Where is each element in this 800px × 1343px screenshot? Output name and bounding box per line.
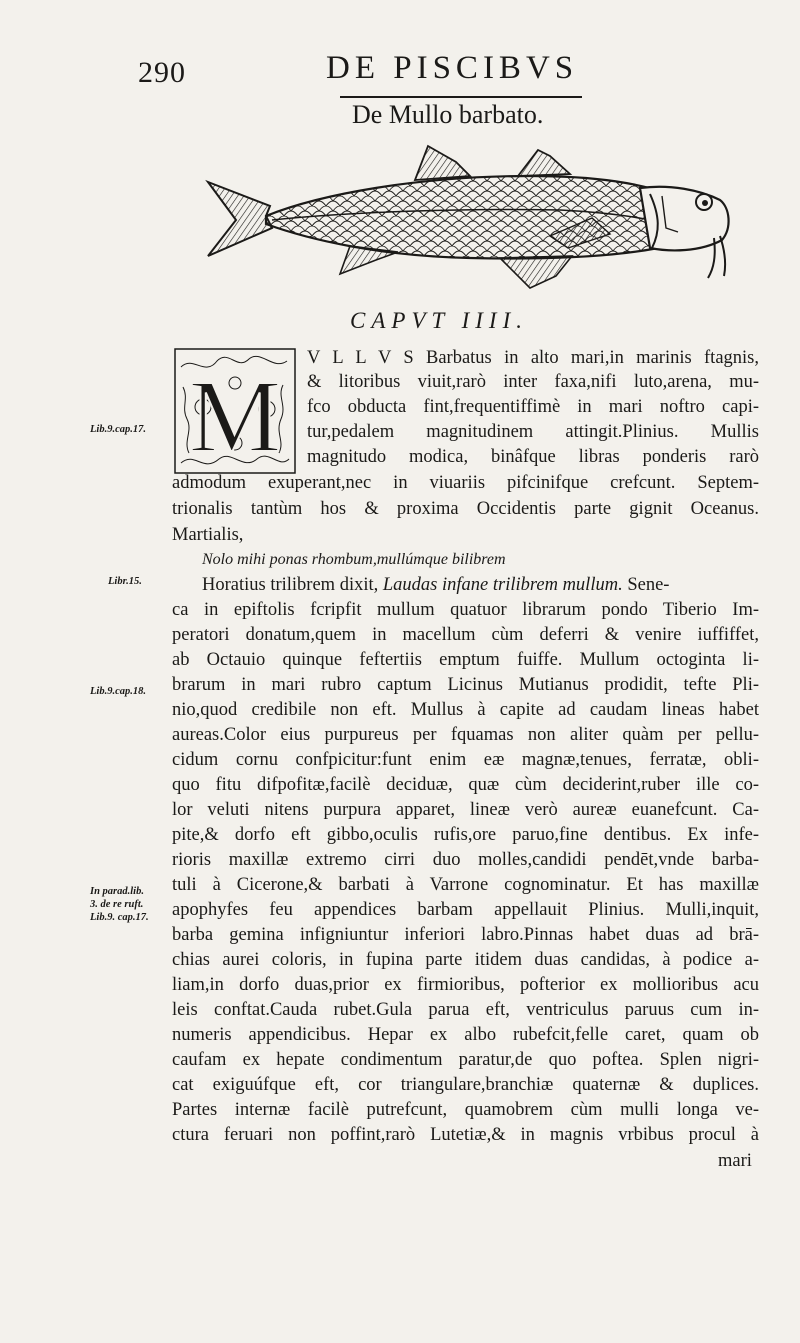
- body-line: Partes internæ facilè putrefcunt, quamobrem cùm mulli longa ve-: [172, 1100, 759, 1120]
- body-text: Sene-: [627, 575, 670, 595]
- body-line: Martialis,: [172, 525, 244, 545]
- body-line: ca in epiftolis fcripfit mullum quatuor librarum pondo Tiberio Im-: [172, 600, 759, 620]
- body-line: ab Octauio quinque feftertiis emptum fuiffe. Mullum octoginta li-: [172, 650, 759, 670]
- body-line: chias aurei coloris, in fupina parte itidem duas candidas, à podice a-: [172, 950, 759, 970]
- margin-note: Libr.15.: [108, 576, 142, 587]
- body-line: apophyfes feu appendices barbam appellauit Plinius. Mulli,inquit,: [172, 900, 759, 920]
- body-line: cidum cornu confpicitur:funt enim eæ magnæ,tenues, ferratæ, obli-: [172, 750, 759, 770]
- body-line: pite,& dorfo eft gibbo,oculis rufis,ore paruo,fine dentibus. Ex infe-: [172, 825, 759, 845]
- mullet-illustration: [200, 136, 772, 304]
- page-number: 290: [138, 56, 186, 89]
- body-line-mixed: [202, 574, 759, 596]
- body-line: magnitudo modica, binâfque libras ponderis rarò: [307, 447, 759, 467]
- verse-quote: Nolo mihi ponas rhombum,mullúmque bilibrem: [202, 551, 506, 568]
- body-line: numeris appendicibus. Hepar ex albo rubefcit,felle caret, quam ob: [172, 1025, 759, 1045]
- chapter-heading: CAPVT IIII.: [350, 308, 529, 333]
- margin-note: Lib.9. cap.17.: [90, 912, 149, 923]
- margin-note: In parad.lib.: [90, 886, 144, 897]
- body-line: tuli à Cicerone,& barbati à Varrone cognominatur. Et has maxillæ: [172, 875, 759, 895]
- body-text: Horatius trilibrem dixit,: [202, 575, 379, 595]
- decorated-initial-m: [173, 347, 297, 475]
- body-line: nio,quod credibile non eft. Mullus à capite ad caudam lineas habet: [172, 700, 759, 720]
- verse-quote: Laudas infane trilibrem mullum.: [382, 575, 623, 595]
- body-line: barba gemina infigniuntur inferiori labro.Pinnas habet duas ad brā-: [172, 925, 759, 945]
- body-line: caufam ex hepate condimentum paratur,de quo poftea. Splen nigri-: [172, 1050, 759, 1070]
- title-rule: [340, 96, 582, 98]
- body-line: mari: [718, 1151, 752, 1171]
- body-line: trionalis tantùm hos & proxima Occidentis parte gignit Oceanus.: [172, 499, 759, 519]
- body-line: fco obducta fint,frequentiffimè in mari noftro capi-: [307, 397, 759, 417]
- body-line: lor veluti nitens purpura apparet, lineæ verò aureæ euanefcunt. Ca-: [172, 800, 759, 820]
- body-line: admodum exuperant,nec in viuariis pifcinifque crefcunt. Septem-: [172, 473, 759, 493]
- chapter-title: De Mullo barbato.: [352, 100, 544, 129]
- body-line: quo fitu difpofitæ,facilè deciduæ, quæ cùm deciderint,ruber ille co-: [172, 775, 759, 795]
- body-line: ctura feruari non poffint,rarò Lutetiæ,& in magnis vrbibus procul à: [172, 1125, 759, 1145]
- margin-note: Lib.9.cap.17.: [90, 424, 146, 435]
- body-line: V L L V S Barbatus in alto mari,in marinis ftagnis,: [307, 348, 759, 368]
- body-line: tur,pedalem magnitudinem attingit.Plinius. Mullis: [307, 422, 759, 442]
- svg-text:M: M: [188, 359, 282, 474]
- body-line: cat exiguúfque eft, cor triangulare,branchiæ quaternæ & duplices.: [172, 1075, 759, 1095]
- running-head: DE PISCIBVS: [326, 50, 579, 86]
- body-line: liam,in dorfo duas,prior ex firmioribus, pofterior ex mollioribus acu: [172, 975, 759, 995]
- body-line: aureas.Color eius purpureus per fquamas non aliter quàm per pellu-: [172, 725, 759, 745]
- body-line: peratori donatum,quem in macellum cùm deferri & venire iuffiffet,: [172, 625, 759, 645]
- body-line: & litoribus viuit,rarò inter faxa,nifi luto,arena, mu-: [307, 372, 759, 392]
- margin-note: 3. de re ruft.: [90, 899, 144, 910]
- body-line: brarum in mari rubro captum Licinus Mutianus prodidit, tefte Pli-: [172, 675, 759, 695]
- body-line: leis conftat.Cauda rubet.Gula parua eft, ventriculus paruus cum in-: [172, 1000, 759, 1020]
- margin-note: Lib.9.cap.18.: [90, 686, 146, 697]
- body-line: rioris maxillæ extremo cirri duo molles,candidi pendēt,vnde barba-: [172, 850, 759, 870]
